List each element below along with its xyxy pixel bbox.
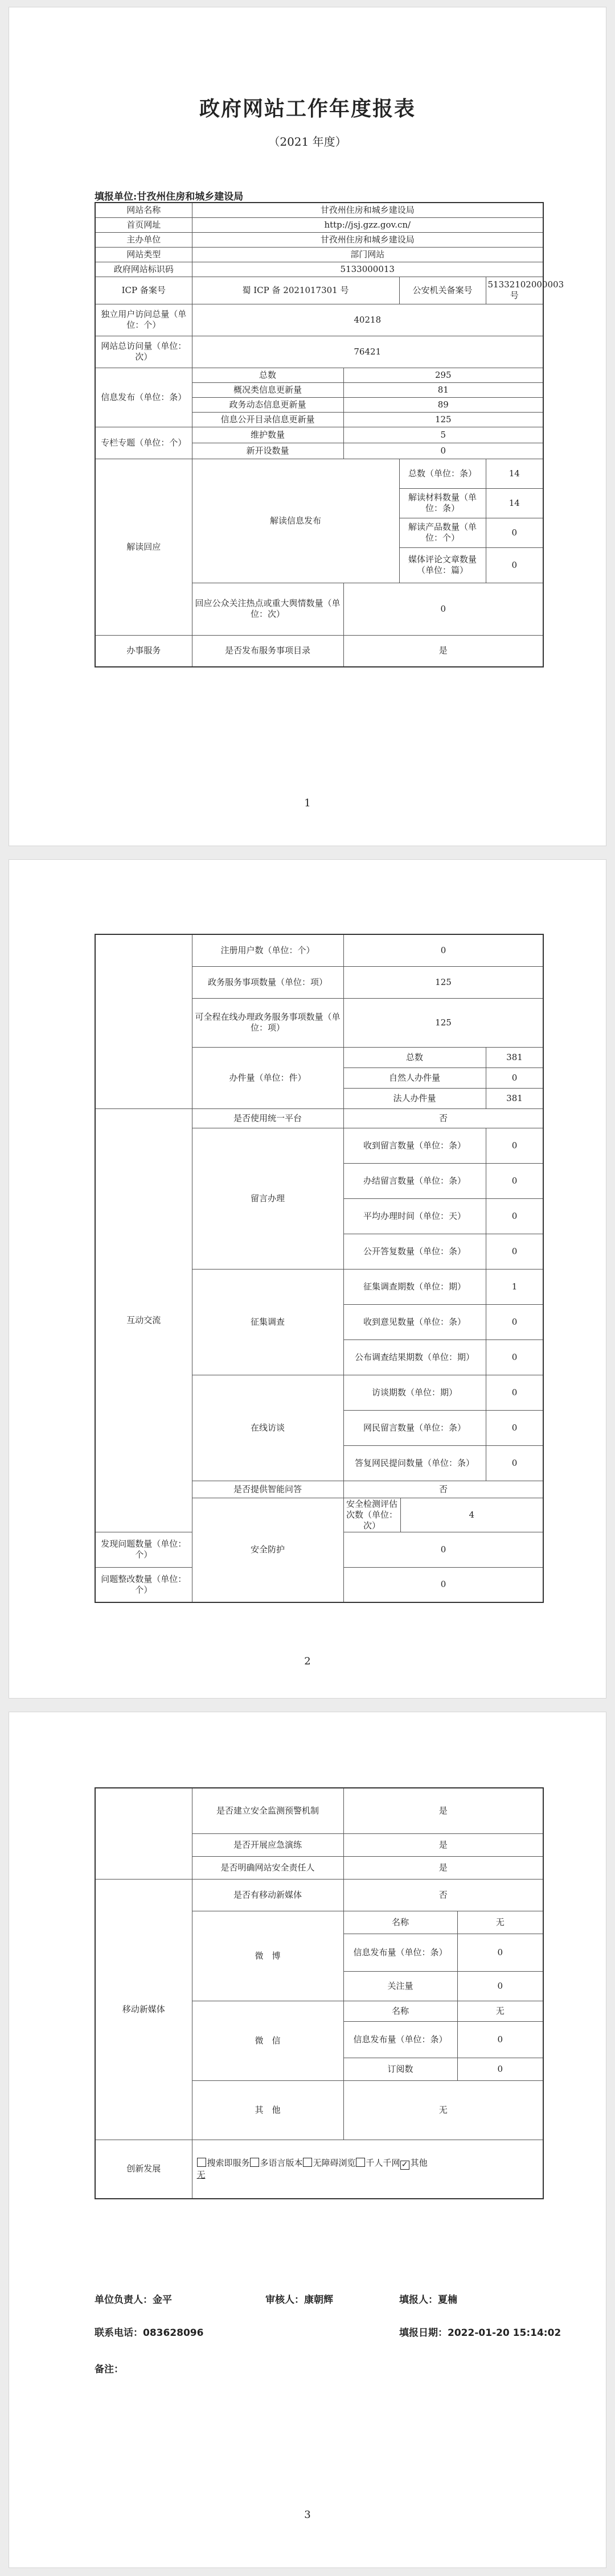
- talk-label: 在线访谈: [192, 1375, 343, 1481]
- service-items-label: 政务服务事项数量（单位：项）: [192, 966, 343, 998]
- column-maintain-value: 5: [343, 427, 543, 443]
- service-catalog-label: 是否发布服务事项目录: [192, 635, 343, 667]
- uv-value: 40218: [192, 304, 543, 336]
- other-media-value: 无: [343, 2080, 543, 2140]
- checkbox-personalized[interactable]: [356, 2158, 365, 2167]
- info-total-value: 295: [343, 368, 543, 382]
- info-gaikuang-value: 81: [343, 382, 543, 397]
- has-media-value: 否: [343, 1879, 543, 1911]
- security-check-label: 安全检测评估次数（单位：次）: [343, 1498, 400, 1532]
- uv-label: 独立用户访问总量（单位：个）: [95, 304, 192, 336]
- interpret-sub-label: 解读信息发布: [192, 459, 399, 583]
- table-row: [95, 304, 543, 336]
- survey-label: 征集调查: [192, 1269, 343, 1375]
- service-catalog-value: 是: [343, 635, 543, 667]
- site-name-value: 甘孜州住房和城乡建设局: [192, 203, 543, 217]
- remark-label: 备注：: [95, 2364, 124, 2375]
- other-media-label: 其 他: [192, 2080, 343, 2140]
- weibo-label: 微 博: [192, 1911, 343, 2001]
- checkbox-multi-language[interactable]: [250, 2158, 259, 2167]
- page-number: 2: [304, 1655, 311, 1667]
- gov-id-value: 5133000013: [192, 262, 543, 277]
- weibo-posts-value: 0: [457, 1934, 543, 1971]
- icp-label: ICP 备案号: [95, 277, 192, 304]
- legal-label: 法人办件量: [343, 1088, 486, 1108]
- option-other-value: 无: [196, 2169, 206, 2180]
- security-fixed-label: 问题整改数量（单位：个）: [95, 1567, 192, 1602]
- weibo-follow-value: 0: [457, 1971, 543, 2001]
- option-accessibility-label: 无障碍浏览: [313, 2157, 356, 2168]
- option-personalized-label: 千人千网: [366, 2157, 400, 2168]
- service-group-label: 办事服务: [95, 635, 192, 667]
- platform-value: 否: [343, 1108, 543, 1128]
- security-issues-value: 0: [343, 1532, 543, 1567]
- info-zhengwu-label: 政务动态信息更新量: [192, 397, 343, 412]
- msg-label: 留言办理: [192, 1128, 343, 1269]
- security-fixed-value: 0: [343, 1567, 543, 1602]
- site-type-value: 部门网站: [192, 247, 543, 262]
- report-page-3: [9, 1712, 606, 2568]
- media-group-label: 移动新媒体: [95, 1879, 192, 2140]
- interpret-product-label: 解读产品数量（单位：个）: [399, 518, 486, 547]
- service-items-value: 125: [343, 966, 543, 998]
- filler-unit: 填报单位:甘孜州住房和城乡建设局: [95, 191, 244, 203]
- talk-msg-label: 网民留言数量（单位：条）: [343, 1410, 486, 1445]
- talk-answer-label: 答复网民提问数量（单位：条）: [343, 1445, 486, 1481]
- interpret-material-label: 解读材料数量（单位：条）: [399, 488, 486, 518]
- site-name-label: 网站名称: [95, 203, 192, 217]
- handled-total-value: 381: [486, 1047, 543, 1068]
- weibo-name-label: 名称: [343, 1911, 457, 1934]
- interpret-hot-value: 0: [343, 583, 543, 635]
- survey-result-value: 0: [486, 1339, 543, 1375]
- reviewer: 审核人：康朝辉: [265, 2294, 333, 2306]
- weibo-follow-label: 关注量: [343, 1971, 457, 2001]
- report-title: 政府网站工作年度报表: [199, 97, 416, 121]
- report-table-part-2: [95, 934, 544, 1603]
- security-issues-label: 发现问题数量（单位：个）: [95, 1532, 192, 1567]
- table-row: [95, 1879, 543, 1911]
- security-group-label: 安全防护: [192, 1498, 343, 1602]
- icp-value: 蜀 ICP 备 2021017301 号: [192, 277, 399, 304]
- drill-label: 是否开展应急演练: [192, 1833, 343, 1856]
- msg-days-value: 0: [486, 1198, 543, 1234]
- interpret-material-value: 14: [486, 488, 543, 518]
- survey-opinions-value: 0: [486, 1304, 543, 1339]
- sponsor-label: 主办单位: [95, 232, 192, 247]
- page-number: 3: [304, 2509, 311, 2521]
- checkbox-accessibility[interactable]: [303, 2158, 312, 2167]
- wechat-label: 微 信: [192, 2001, 343, 2080]
- natural-label: 自然人办件量: [343, 1068, 486, 1088]
- table-row: [95, 934, 543, 966]
- survey-count-label: 征集调查期数（单位：期）: [343, 1269, 486, 1304]
- msg-done-label: 办结留言数量（单位：条）: [343, 1163, 486, 1198]
- pv-value: 76421: [192, 336, 543, 368]
- report-table-part-3: [95, 1787, 544, 2199]
- weibo-name-value: 无: [457, 1911, 543, 1934]
- security-continued-cell: [95, 1788, 192, 1879]
- info-gongkai-value: 125: [343, 412, 543, 427]
- interpret-media-label: 媒体评论文章数量（单位：篇）: [399, 547, 486, 583]
- natural-value: 0: [486, 1068, 543, 1088]
- checkbox-other-checked[interactable]: ✓: [400, 2161, 409, 2170]
- survey-result-label: 公布调查结果期数（单位：期）: [343, 1339, 486, 1375]
- report-page-1: [9, 7, 606, 846]
- legal-value: 381: [486, 1088, 543, 1108]
- table-row: [95, 232, 543, 247]
- interpret-product-value: 0: [486, 518, 543, 547]
- platform-label: 是否使用统一平台: [192, 1108, 343, 1128]
- monitor-value: 是: [343, 1788, 543, 1833]
- security-check-value: 4: [400, 1498, 543, 1532]
- talk-answer-value: 0: [486, 1445, 543, 1481]
- option-other-label: 其他: [410, 2157, 428, 2168]
- table-row: [95, 2140, 543, 2199]
- msg-public-value: 0: [486, 1234, 543, 1269]
- reg-users-value: 0: [343, 934, 543, 966]
- wechat-name-value: 无: [457, 2001, 543, 2021]
- police-label: 公安机关备案号: [399, 277, 486, 304]
- page-number: 1: [304, 797, 311, 809]
- table-row: [95, 1788, 543, 1833]
- smart-qa-value: 否: [343, 1481, 543, 1498]
- info-total-label: 总数: [192, 368, 343, 382]
- table-row: [95, 277, 543, 304]
- table-row: [95, 203, 543, 217]
- info-group-label: 信息发布（单位：条）: [95, 368, 192, 427]
- has-media-label: 是否有移动新媒体: [192, 1879, 343, 1911]
- table-row: [95, 262, 543, 277]
- contact-phone: 联系电话：083628096: [95, 2327, 204, 2339]
- report-year: （2021 年度）: [268, 135, 347, 149]
- table-row: [95, 635, 543, 667]
- table-row: [95, 336, 543, 368]
- talk-msg-value: 0: [486, 1410, 543, 1445]
- site-type-label: 网站类型: [95, 247, 192, 262]
- wechat-posts-value: 0: [457, 2021, 543, 2058]
- table-row: [95, 247, 543, 262]
- innovation-group-label: 创新发展: [95, 2140, 192, 2199]
- home-url-label: 首页网址: [95, 217, 192, 232]
- info-gaikuang-label: 概况类信息更新量: [192, 382, 343, 397]
- interpret-media-value: 0: [486, 547, 543, 583]
- report-table-part-1: [95, 202, 564, 667]
- pv-label: 网站总访问量（单位：次）: [95, 336, 192, 368]
- owner-value: 是: [343, 1856, 543, 1879]
- service-continued-cell: [95, 934, 192, 1108]
- handled-total-label: 总数: [343, 1047, 486, 1068]
- msg-done-value: 0: [486, 1163, 543, 1198]
- option-multi-language-label: 多语言版本: [260, 2157, 303, 2168]
- gov-id-label: 政府网站标识码: [95, 262, 192, 277]
- smart-qa-label: 是否提供智能问答: [192, 1481, 343, 1498]
- drill-value: 是: [343, 1833, 543, 1856]
- column-new-label: 新开设数量: [192, 443, 343, 459]
- interpret-total-value: 14: [486, 459, 543, 488]
- table-row: [95, 427, 543, 443]
- monitor-label: 是否建立安全监测预警机制: [192, 1788, 343, 1833]
- survey-opinions-label: 收到意见数量（单位：条）: [343, 1304, 486, 1339]
- fill-date: 填报日期：2022-01-20 15:14:02: [399, 2327, 561, 2339]
- column-new-value: 0: [343, 443, 543, 459]
- option-search-service-label: 搜索即服务: [207, 2157, 250, 2168]
- unit-leader: 单位负责人：金平: [95, 2294, 172, 2306]
- msg-days-label: 平均办理时间（单位：天）: [343, 1198, 486, 1234]
- reg-users-label: 注册用户数（单位：个）: [192, 934, 343, 966]
- msg-received-value: 0: [486, 1128, 543, 1163]
- info-zhengwu-value: 89: [343, 397, 543, 412]
- talk-count-value: 0: [486, 1375, 543, 1410]
- online-items-label: 可全程在线办理政务服务事项数量（单位：项）: [192, 998, 343, 1047]
- wechat-subs-label: 订阅数: [343, 2058, 457, 2080]
- column-maintain-label: 维护数量: [192, 427, 343, 443]
- survey-count-value: 1: [486, 1269, 543, 1304]
- table-row: [95, 1108, 543, 1128]
- info-gongkai-label: 信息公开目录信息更新量: [192, 412, 343, 427]
- table-row: [95, 368, 543, 382]
- police-value: 51332102000003 号: [486, 277, 543, 304]
- interpret-total-label: 总数（单位：条）: [399, 459, 486, 488]
- wechat-posts-label: 信息发布量（单位：条）: [343, 2021, 457, 2058]
- wechat-name-label: 名称: [343, 2001, 457, 2021]
- innovation-options: [192, 2140, 543, 2199]
- filler-person: 填报人：夏楠: [399, 2294, 457, 2306]
- interpret-hot-label: 回应公众关注热点或重大舆情数量（单位：次）: [192, 583, 343, 635]
- handled-label: 办件量（单位：件）: [192, 1047, 343, 1108]
- online-items-value: 125: [343, 998, 543, 1047]
- wechat-subs-value: 0: [457, 2058, 543, 2080]
- table-row: [95, 459, 543, 488]
- column-group-label: 专栏专题（单位：个）: [95, 427, 192, 459]
- sponsor-value: 甘孜州住房和城乡建设局: [192, 232, 543, 247]
- owner-label: 是否明确网站安全责任人: [192, 1856, 343, 1879]
- home-url-value: http://jsj.gzz.gov.cn/: [192, 217, 543, 232]
- interpret-group-label: 解读回应: [95, 459, 192, 635]
- talk-count-label: 访谈期数（单位：期）: [343, 1375, 486, 1410]
- msg-received-label: 收到留言数量（单位：条）: [343, 1128, 486, 1163]
- table-row: [95, 217, 543, 232]
- interaction-group-label: 互动交流: [95, 1108, 192, 1532]
- weibo-posts-label: 信息发布量（单位：条）: [343, 1934, 457, 1971]
- report-page-2: [9, 859, 606, 1699]
- msg-public-label: 公开答复数量（单位：条）: [343, 1234, 486, 1269]
- checkbox-search-service[interactable]: [197, 2158, 206, 2167]
